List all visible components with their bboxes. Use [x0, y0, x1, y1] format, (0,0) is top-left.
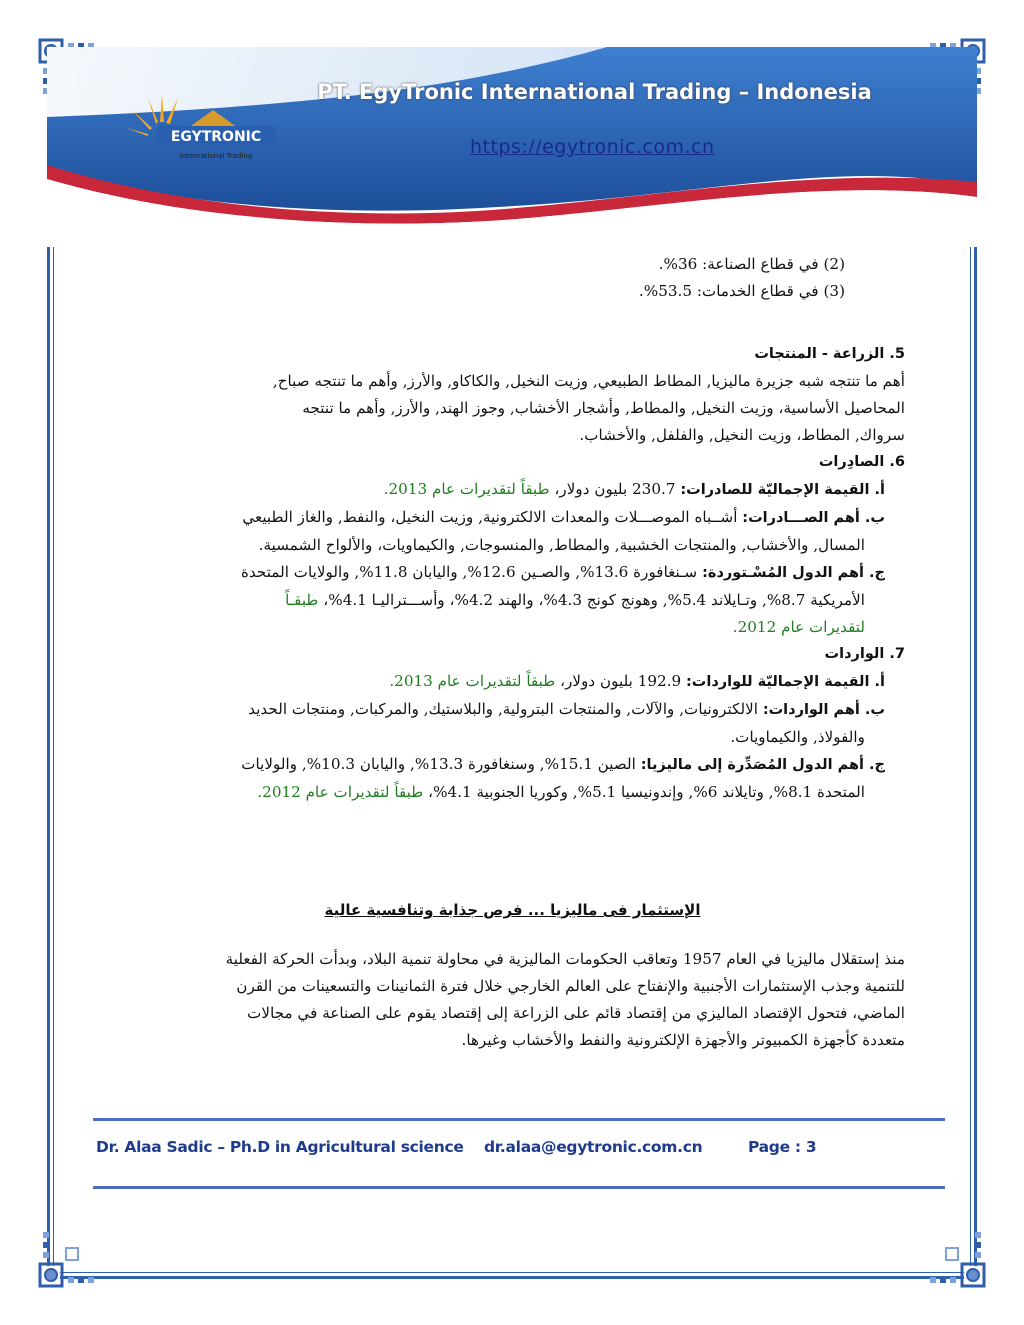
imports-main	[120, 696, 905, 724]
imports-partners-source: طبقاً لتقديرات عام 2012.	[257, 783, 424, 801]
exports-partners	[120, 559, 905, 587]
exports-main-cont: المسال, والأخشاب, والمنتجات الخشبية, والمطاط, والمنسوجات, والكيماويات، والألواح الشمسية.	[258, 536, 865, 554]
imports-total	[120, 668, 905, 696]
footer-email-link[interactable]: dr.alaa@egytronic.com.cn	[484, 1138, 703, 1156]
imports-total-source: طبقاً لتقديرات عام 2013.	[389, 672, 556, 690]
footer-author: Dr. Alaa Sadic – Ph.D in Agricultural science	[96, 1138, 464, 1156]
exports-main-label: ب. أهم الصـــادرات:	[742, 510, 885, 526]
exports-partners-text-2: الأمريكية 8.7%, وتـايلاند 5.4%, وهونج كونج 4.3%، والهند 4.2%، وأســـتراليـا 4.1%،	[318, 591, 865, 609]
logo-subtext: International Trading	[179, 152, 253, 160]
investment-line: للتنمية وجذب الإستثمارات الأجنبية والإنفتاح على العالم الخارجي خلال فترة الثمانينات والتسعينات من القرن	[236, 977, 905, 995]
frame-bottom-inner	[60, 1272, 964, 1273]
imports-partners	[120, 751, 905, 779]
exports-total	[120, 476, 905, 504]
exports-total-value: 230.7 بليون دولار،	[549, 480, 676, 498]
agriculture-section	[120, 341, 905, 806]
footer-page-number: Page : 3	[748, 1138, 817, 1156]
agriculture-line: سرواك, المطاط، وزيت النخيل, والفلفل, والأخشاب.	[579, 426, 905, 444]
imports-heading: 7. الواردات	[824, 646, 905, 662]
corner-ornament-bottom-left	[38, 1226, 100, 1288]
investment-line: متعددة كأجهزة الكمبيوتر والأجهزة الإلكترونية والنفط والأخشاب وغيرها.	[461, 1031, 905, 1049]
main-content	[120, 251, 905, 305]
exports-heading: 6. الصادِرات	[818, 454, 905, 470]
exports-total-source: طبقاً لتقديرات عام 2013.	[383, 480, 550, 498]
exports-partners-source: طبقـاً	[285, 591, 319, 609]
sector-industry: (2) في قطاع الصناعة: 36%.	[658, 255, 845, 273]
exports-main-text: أشــباه الموصـــلات والمعدات الالكترونية, وزيت النخيل، والنفط, والغاز الطبيعي	[242, 508, 738, 526]
imports-main-cont: والفولاذ, والكيماويات.	[730, 728, 865, 746]
imports-total-label: أ. القيمة الإجماليّة للواردات:	[686, 674, 885, 690]
agriculture-line: المحاصيل الأساسية، وزيت النخيل, والمطاط, وأشجار الأخشاب, وجوز الهند, والأرز, وأهم ما تنتجه	[302, 399, 905, 417]
exports-partners-text: سـنغافورة 13.6%, والصـين 12.6%, واليابان 11.8%, والولايات المتحدة	[240, 563, 698, 581]
exports-partners-label: ج. أهم الدول المُسْـتوردة:	[702, 565, 885, 581]
investment-line: الماضي، فتحول الإقتصاد الماليزي من إقتصاد قائم على الزراعة إلى إقتصاد يقوم على الصناعة في مجالات	[247, 1004, 905, 1022]
imports-partners-text: الصين 15.1%, وسنغافورة 13.3%, واليابان 10.3%, والولايات	[241, 755, 636, 773]
imports-main-text: الالكترونيات, والآلات, والمنتجات البترولية, والبلاستيك, والمركبات, ومنتجات الحديد	[248, 700, 758, 718]
corner-ornament-bottom-right	[924, 1226, 986, 1288]
logo-text: EGYTRONIC	[170, 129, 262, 145]
investment-section	[120, 897, 905, 1054]
sector-services: (3) في قطاع الخدمات: 53.5%.	[638, 282, 845, 300]
investment-heading: الإستثمار فى ماليزيا ... فرص جذابة وتنافسية عالية	[324, 901, 701, 919]
company-title: PT. EgyTronic International Trading – Indonesia	[317, 80, 872, 104]
imports-main-label: ب. أهم الواردات:	[762, 702, 885, 718]
exports-partners-cont	[120, 587, 905, 614]
investment-line: منذ إستقلال ماليزيا في العام 1957 وتعاقب الحكومات الماليزية في محاولة تنمية البلاد، وبدأت الحركة الفعلية	[225, 950, 905, 968]
frame-bottom	[60, 1276, 964, 1279]
agriculture-heading: 5. الزراعة - المنتجات	[754, 346, 905, 362]
company-url-link[interactable]: https://egytronic.com.cn	[470, 136, 715, 158]
exports-total-label: أ. القيمة الإجماليّة للصادرات:	[680, 482, 885, 498]
imports-partners-cont	[120, 779, 905, 806]
footer-divider-bottom	[93, 1186, 945, 1189]
exports-partners-source-cont: لتقديرات عام 2012.	[732, 618, 865, 636]
exports-main	[120, 504, 905, 532]
imports-partners-text-2: المتحدة 8.1%, وتايلاند 6%, وإندونيسيا 5.1%, وكوريا الجنوبية 4.1%،	[423, 783, 865, 801]
imports-total-value: 192.9 بليون دولار،	[555, 672, 682, 690]
imports-partners-label: ج. أهم الدول المُصَدِّرة إلى ماليزيا:	[640, 757, 885, 773]
agriculture-line: أهم ما تنتجه شبه جزيرة ماليزيا, المطاط الطبيعي, وزيت النخيل, والكاكاو, والأرز, وأهم ما تنتجه صباح,	[272, 372, 905, 390]
footer-divider-top	[93, 1118, 945, 1121]
